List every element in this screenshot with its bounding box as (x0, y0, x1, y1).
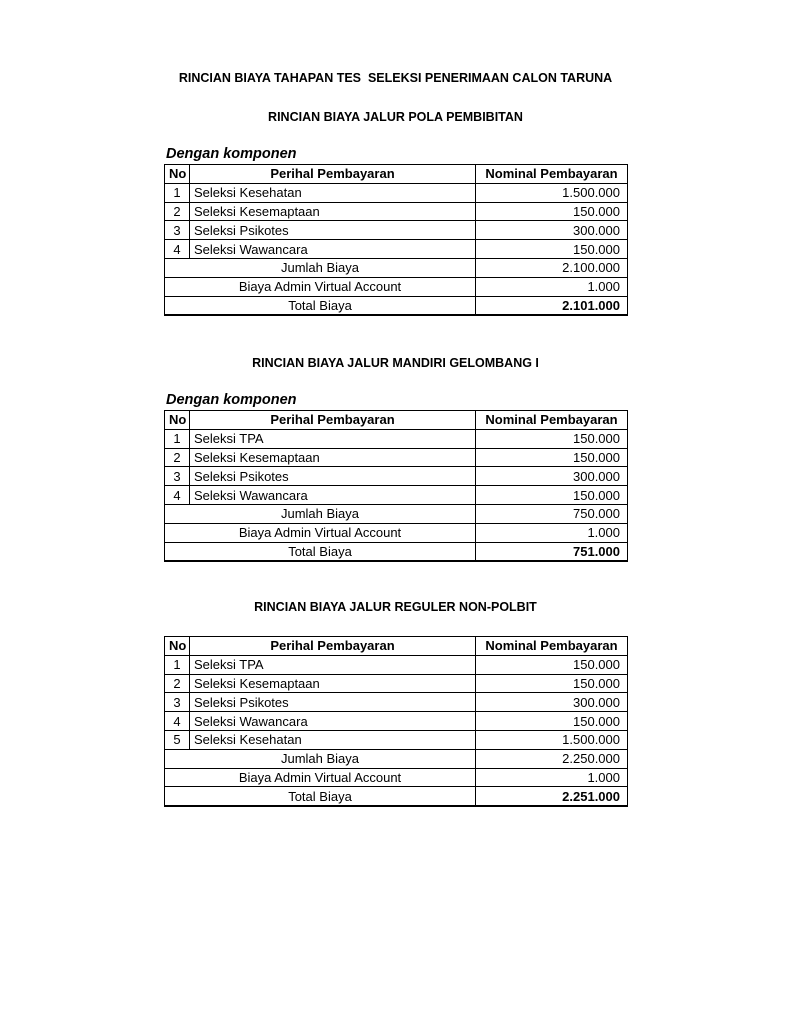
row-no: 4 (165, 486, 190, 505)
table-row (165, 712, 628, 731)
row-no: 2 (165, 448, 190, 467)
admin-row (165, 768, 628, 787)
section-title-pola-pembibitan: RINCIAN BIAYA JALUR POLA PEMBIBITAN (268, 110, 523, 124)
row-item: Seleksi Psikotes (190, 693, 476, 712)
row-no: 1 (165, 429, 190, 448)
row-item: Seleksi TPA (190, 429, 476, 448)
table-header-row (165, 165, 628, 184)
header-nominal: Nominal Pembayaran (476, 165, 628, 184)
table-row (165, 221, 628, 240)
table-row (165, 655, 628, 674)
header-no: No (165, 637, 190, 656)
row-item: Seleksi Psikotes (190, 221, 476, 240)
row-nominal: 150.000 (476, 202, 628, 221)
row-nominal: 150.000 (476, 655, 628, 674)
row-no: 4 (165, 712, 190, 731)
row-item: Seleksi Wawancara (190, 486, 476, 505)
table-row (165, 202, 628, 221)
total-value: 2.101.000 (476, 296, 628, 315)
row-nominal: 1.500.000 (476, 730, 628, 749)
section-title-reguler-non-polbit: RINCIAN BIAYA JALUR REGULER NON-POLBIT (254, 600, 537, 614)
row-item: Seleksi TPA (190, 655, 476, 674)
admin-label: Biaya Admin Virtual Account (165, 523, 476, 542)
row-item: Seleksi Psikotes (190, 467, 476, 486)
admin-value: 1.000 (476, 523, 628, 542)
row-nominal: 300.000 (476, 221, 628, 240)
row-nominal: 300.000 (476, 693, 628, 712)
row-no: 3 (165, 693, 190, 712)
row-no: 2 (165, 202, 190, 221)
total-label: Total Biaya (165, 542, 476, 561)
admin-label: Biaya Admin Virtual Account (165, 277, 476, 296)
header-no: No (165, 411, 190, 430)
table-header-row (165, 411, 628, 430)
table-row (165, 730, 628, 749)
row-no: 3 (165, 467, 190, 486)
table-row (165, 429, 628, 448)
fee-table-reguler-non-polbit (164, 636, 628, 807)
fee-table-pola-pembibitan (164, 164, 628, 316)
table-row (165, 240, 628, 259)
admin-row (165, 523, 628, 542)
jumlah-label: Jumlah Biaya (165, 258, 476, 277)
admin-value: 1.000 (476, 277, 628, 296)
komponen-label: Dengan komponen (166, 146, 297, 162)
row-item: Seleksi Kesemaptaan (190, 674, 476, 693)
table-header-row (165, 637, 628, 656)
row-item: Seleksi Kesemaptaan (190, 202, 476, 221)
row-no: 4 (165, 240, 190, 259)
admin-value: 1.000 (476, 768, 628, 787)
row-no: 3 (165, 221, 190, 240)
komponen-label: Dengan komponen (166, 392, 297, 408)
header-item: Perihal Pembayaran (190, 165, 476, 184)
row-item: Seleksi Wawancara (190, 240, 476, 259)
row-nominal: 150.000 (476, 674, 628, 693)
total-row (165, 542, 628, 561)
row-nominal: 1.500.000 (476, 183, 628, 202)
row-nominal: 150.000 (476, 486, 628, 505)
admin-label: Biaya Admin Virtual Account (165, 768, 476, 787)
jumlah-row (165, 749, 628, 768)
row-nominal: 150.000 (476, 712, 628, 731)
jumlah-value: 2.100.000 (476, 258, 628, 277)
total-value: 2.251.000 (476, 787, 628, 806)
admin-row (165, 277, 628, 296)
header-nominal: Nominal Pembayaran (476, 411, 628, 430)
total-row (165, 296, 628, 315)
row-item: Seleksi Kesehatan (190, 183, 476, 202)
table-row (165, 693, 628, 712)
jumlah-row (165, 258, 628, 277)
row-item: Seleksi Kesehatan (190, 730, 476, 749)
fee-table-mandiri-gelombang-1 (164, 410, 628, 562)
header-nominal: Nominal Pembayaran (476, 637, 628, 656)
jumlah-label: Jumlah Biaya (165, 749, 476, 768)
header-item: Perihal Pembayaran (190, 637, 476, 656)
table-row (165, 674, 628, 693)
jumlah-value: 2.250.000 (476, 749, 628, 768)
row-nominal: 150.000 (476, 240, 628, 259)
total-label: Total Biaya (165, 296, 476, 315)
row-item: Seleksi Kesemaptaan (190, 448, 476, 467)
header-no: No (165, 165, 190, 184)
total-value: 751.000 (476, 542, 628, 561)
row-no: 2 (165, 674, 190, 693)
section-title-mandiri-gelombang-1: RINCIAN BIAYA JALUR MANDIRI GELOMBANG I (252, 356, 539, 370)
header-item: Perihal Pembayaran (190, 411, 476, 430)
jumlah-row (165, 504, 628, 523)
jumlah-label: Jumlah Biaya (165, 504, 476, 523)
row-nominal: 150.000 (476, 429, 628, 448)
table-row (165, 467, 628, 486)
table-row (165, 448, 628, 467)
row-nominal: 150.000 (476, 448, 628, 467)
total-label: Total Biaya (165, 787, 476, 806)
row-no: 5 (165, 730, 190, 749)
row-item: Seleksi Wawancara (190, 712, 476, 731)
jumlah-value: 750.000 (476, 504, 628, 523)
document-title: RINCIAN BIAYA TAHAPAN TES SELEKSI PENERIMAAN CALON TARUNA (178, 71, 613, 85)
row-no: 1 (165, 183, 190, 202)
table-row (165, 486, 628, 505)
row-nominal: 300.000 (476, 467, 628, 486)
table-row (165, 183, 628, 202)
total-row (165, 787, 628, 806)
row-no: 1 (165, 655, 190, 674)
